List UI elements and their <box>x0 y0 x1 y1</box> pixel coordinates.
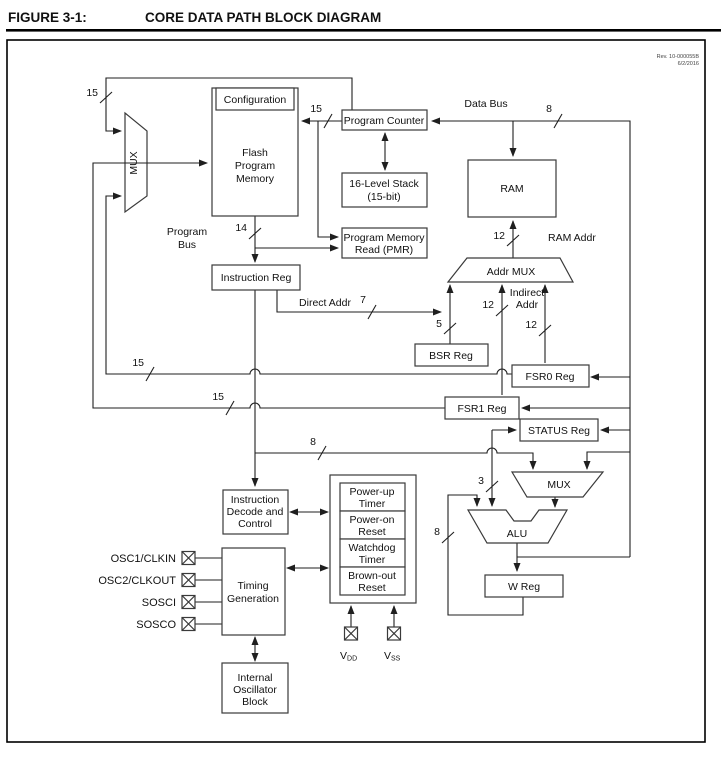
label-program-bus-2: Bus <box>177 239 197 251</box>
width-direct: 7 <box>360 294 366 306</box>
label-vss-sub: SS <box>391 655 401 663</box>
label-timing-1: Timing <box>237 580 269 592</box>
label-osc1-clkin: OSC1/CLKIN <box>110 553 176 565</box>
label-w-reg: W Reg <box>507 581 541 593</box>
label-ram: RAM <box>500 183 524 195</box>
width-w-fb: 8 <box>434 526 440 538</box>
width-data-bus: 8 <box>546 103 552 115</box>
label-decode-2: Decode and <box>226 506 284 518</box>
width-ind-fsr0: 12 <box>525 319 537 331</box>
label-flash-2: Program <box>234 160 276 172</box>
title-underline <box>6 29 721 32</box>
label-vss <box>384 650 401 663</box>
label-powerup-1: Power-up <box>349 486 395 498</box>
pin-vss <box>388 627 401 640</box>
pin-sosci <box>182 596 195 609</box>
label-sosco: SOSCO <box>136 619 176 631</box>
label-osc2-clkout: OSC2/CLKOUT <box>98 575 176 587</box>
label-addr-mux: Addr MUX <box>486 266 536 278</box>
label-indirect-1: Indirect <box>509 287 545 299</box>
label-configuration: Configuration <box>223 94 287 106</box>
figure-number: FIGURE 3-1: <box>8 10 87 25</box>
label-direct-addr: Direct Addr <box>299 297 351 309</box>
label-int-osc-1: Internal <box>237 672 273 684</box>
width-bsr: 5 <box>436 318 442 330</box>
label-status-reg: STATUS Reg <box>527 425 591 437</box>
label-indirect-2: Addr <box>515 299 539 311</box>
label-brownout-2: Reset <box>358 582 386 594</box>
label-watchdog-1: Watchdog <box>348 542 396 554</box>
label-instruction-reg: Instruction Reg <box>220 272 292 284</box>
width-status-alu: 3 <box>478 475 484 487</box>
figure-title: CORE DATA PATH BLOCK DIAGRAM <box>145 10 382 25</box>
label-data-bus: Data Bus <box>464 98 508 110</box>
label-sosci: SOSCI <box>141 597 176 609</box>
label-brownout-1: Brown-out <box>348 570 396 582</box>
pin-osc1-clkin <box>182 552 195 565</box>
block-labels <box>128 94 590 708</box>
label-mux-right: MUX <box>547 479 571 491</box>
label-powerup-2: Timer <box>358 498 386 510</box>
pin-osc2-clkout <box>182 574 195 587</box>
pin-sosco <box>182 618 195 631</box>
label-vss-v: V <box>384 650 392 662</box>
label-poweron-2: Reset <box>358 526 386 538</box>
label-flash-3: Memory <box>236 173 274 185</box>
label-poweron-1: Power-on <box>349 514 395 526</box>
label-vdd-v: V <box>340 650 348 662</box>
width-flash-ir: 14 <box>235 222 247 234</box>
label-fsr1-reg: FSR1 Reg <box>457 403 507 415</box>
label-stack-1: 16-Level Stack <box>349 178 419 190</box>
label-int-osc-2: Oscillator <box>233 684 277 696</box>
label-decode-3: Control <box>238 518 272 530</box>
pin-vdd <box>345 627 358 640</box>
label-flash-1: Flash <box>242 147 268 159</box>
revision-note-line1: Rev. 10-000055B <box>656 54 699 60</box>
width-ir-alu: 8 <box>310 436 316 448</box>
label-timing-2: Generation <box>227 593 279 605</box>
width-pc-flash: 15 <box>310 103 322 115</box>
label-stack-2: (15-bit) <box>367 191 401 203</box>
label-pmr-1: Program Memory <box>343 232 425 244</box>
label-decode-1: Instruction <box>230 494 280 506</box>
label-program-counter: Program Counter <box>343 115 425 127</box>
label-pmr-2: Read (PMR) <box>354 244 414 256</box>
width-fsr0-path: 15 <box>132 357 144 369</box>
label-program-bus-1: Program <box>166 226 208 238</box>
label-watchdog-2: Timer <box>358 554 386 566</box>
label-bsr-reg: BSR Reg <box>429 350 473 362</box>
revision-note-line2: 6/2/2016 <box>677 61 699 67</box>
width-ind-fsr1: 12 <box>482 299 494 311</box>
label-int-osc-3: Block <box>242 696 268 708</box>
width-pc-top: 15 <box>86 87 98 99</box>
width-fsr1-path: 15 <box>212 391 224 403</box>
label-mux-left: MUX <box>128 151 140 175</box>
label-vdd-sub: DD <box>347 655 358 663</box>
label-alu: ALU <box>506 528 528 540</box>
label-vdd <box>340 650 357 663</box>
label-fsr0-reg: FSR0 Reg <box>525 371 575 383</box>
width-ram-addr: 12 <box>493 230 505 242</box>
label-ram-addr: RAM Addr <box>548 232 596 244</box>
